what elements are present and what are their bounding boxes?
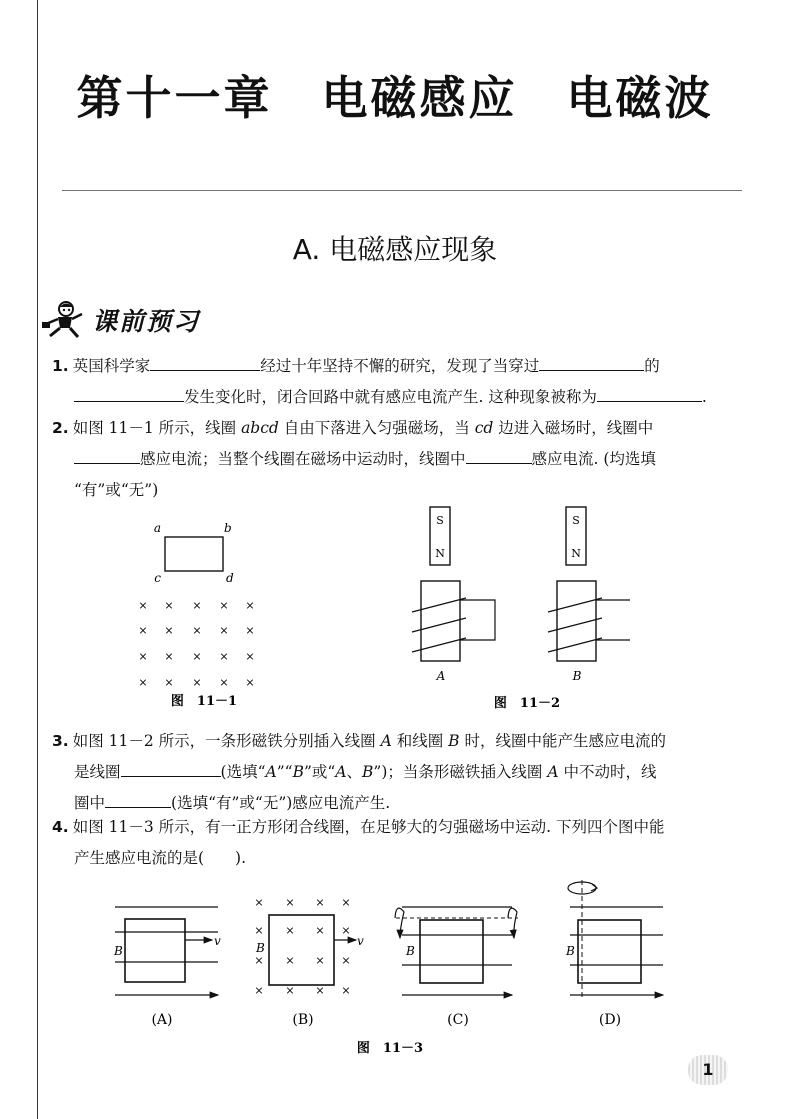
- q-text: 圈中: [74, 794, 106, 812]
- q-var: A: [335, 763, 347, 781]
- q-text: (选填“: [220, 763, 266, 781]
- question-number: 3.: [52, 732, 69, 750]
- field-cross: ×: [219, 676, 229, 689]
- q-text: 如图 11－2 所示，一条形磁铁分别插入线圈: [72, 732, 381, 750]
- q-text: 边进入磁场时，线圈中: [493, 419, 654, 437]
- field-cross: ×: [192, 624, 202, 637]
- coil-abcd: [165, 537, 223, 571]
- field-label: B: [406, 944, 415, 958]
- field-cross: ×: [341, 924, 351, 937]
- q-text: ”“: [276, 763, 293, 781]
- q-var: A: [265, 763, 277, 781]
- field-cross: ×: [315, 984, 325, 997]
- question-number: 2.: [52, 419, 69, 437]
- q-text: 感应电流；当整个线圈在磁场中运动时，线圈中: [140, 450, 466, 468]
- magnet-a-s-label: S: [436, 514, 444, 527]
- q-text: 经过十年坚持不懈的研究，发现了当穿过: [260, 357, 540, 375]
- coil-b-open-wire: [596, 600, 630, 640]
- velocity-label: v: [214, 934, 221, 948]
- field-cross: ×: [285, 954, 295, 967]
- option-d-label: (D): [598, 1012, 622, 1028]
- velocity-label: v: [357, 934, 364, 948]
- q-var: B: [292, 763, 304, 781]
- q-text: 和线圈: [391, 732, 449, 750]
- field-label: B: [256, 941, 265, 955]
- field-cross: ×: [341, 984, 351, 997]
- field-cross: ×: [315, 954, 325, 967]
- field-cross: ×: [192, 650, 202, 663]
- q-text: ”或“: [303, 763, 336, 781]
- field-cross: ×: [245, 650, 255, 663]
- q-text: 的: [644, 357, 660, 375]
- magnet-a-n-label: N: [435, 547, 445, 560]
- option-a-diagram: [113, 907, 221, 1028]
- corner-a-label: a: [153, 521, 161, 535]
- coil-a-label: A: [436, 669, 446, 683]
- q-var: cd: [474, 419, 494, 437]
- option-b-label: (B): [292, 1012, 314, 1028]
- option-b-diagram: [254, 896, 364, 1028]
- chapter-title: 第十一章 电磁感应 电磁波: [76, 71, 714, 125]
- question-number: 1.: [52, 357, 69, 375]
- q-var: A: [380, 732, 392, 750]
- field-cross: ×: [219, 624, 229, 637]
- field-cross: ×: [245, 624, 255, 637]
- field-cross: ×: [219, 599, 229, 612]
- figure-11-1-caption: 图 11－1: [170, 694, 238, 709]
- figure-11-3: [113, 880, 663, 1056]
- field-label: B: [114, 944, 123, 958]
- page-number: 1: [688, 1055, 728, 1085]
- field-cross: ×: [254, 896, 264, 909]
- q-text: (选填“有”或“无”)感应电流产生.: [171, 794, 391, 812]
- field-cross: ×: [285, 896, 295, 909]
- field-cross: ×: [164, 676, 174, 689]
- magnet-b-s-label: S: [572, 514, 580, 527]
- magnetic-field-crosses: [138, 599, 254, 689]
- figure-11-3-caption: 图 11－3: [356, 1041, 424, 1056]
- q-text: 如图 11－1 所示，线圈: [72, 419, 242, 437]
- q-var: B: [362, 763, 374, 781]
- figure-11-2-caption: 图 11－2: [493, 696, 561, 711]
- q-text: 如图 11－3 所示，有一正方形闭合线圈，在足够大的匀强磁场中运动. 下列四个图中能: [72, 818, 665, 836]
- field-cross: ×: [138, 676, 148, 689]
- corner-c-label: c: [154, 571, 161, 585]
- field-cross: ×: [254, 984, 264, 997]
- field-cross: ×: [254, 924, 264, 937]
- q-text: 感应电流. (均选填: [531, 450, 656, 468]
- field-cross: ×: [192, 676, 202, 689]
- q-var: A: [547, 763, 559, 781]
- field-cross: ×: [315, 896, 325, 909]
- q-var: abcd: [241, 419, 279, 437]
- field-cross: ×: [254, 954, 264, 967]
- q-text: .: [701, 388, 707, 406]
- field-cross: ×: [315, 924, 325, 937]
- q-var: B: [448, 732, 460, 750]
- field-cross: ×: [164, 599, 174, 612]
- option-c-label: (C): [447, 1012, 469, 1028]
- q-text: “有”或“无”): [74, 481, 159, 499]
- field-cross: ×: [341, 954, 351, 967]
- field-cross: ×: [341, 896, 351, 909]
- option-a-label: (A): [151, 1012, 173, 1028]
- field-cross: ×: [164, 624, 174, 637]
- figure-11-2: [412, 507, 630, 711]
- field-label: B: [566, 944, 575, 958]
- preview-label: 课前预习: [92, 307, 201, 336]
- magnet-b-n-label: N: [571, 547, 581, 560]
- q-text: 英国科学家: [72, 357, 151, 375]
- field-cross: ×: [245, 676, 255, 689]
- q-text: 是线圈: [74, 763, 121, 781]
- option-c-diagram: [395, 907, 518, 1028]
- q-text: 时，线圈中能产生感应电流的: [459, 732, 666, 750]
- q-text: 自由下落进入匀强磁场，当: [278, 419, 475, 437]
- option-d-diagram: [565, 880, 663, 1028]
- coil-b-label: B: [572, 669, 582, 683]
- corner-b-label: b: [224, 521, 232, 535]
- field-cross: ×: [245, 599, 255, 612]
- section-title: A. 电磁感应现象: [292, 233, 498, 266]
- q-text: 、: [346, 763, 363, 781]
- field-cross: ×: [164, 650, 174, 663]
- field-cross: ×: [285, 924, 295, 937]
- field-cross: ×: [138, 624, 148, 637]
- field-cross: ×: [192, 599, 202, 612]
- q-text: 中不动时，线: [558, 763, 657, 781]
- field-cross: ×: [138, 650, 148, 663]
- coil-a-closed-wire: [460, 600, 495, 640]
- q-text: 发生变化时，闭合回路中就有感应电流产生. 这种现象被称为: [184, 388, 597, 406]
- q-text: 产生感应电流的是( ).: [74, 849, 247, 867]
- field-cross: ×: [138, 599, 148, 612]
- field-cross: ×: [285, 984, 295, 997]
- field-cross: ×: [219, 650, 229, 663]
- figure-11-1: [138, 521, 254, 709]
- corner-d-label: d: [226, 571, 234, 585]
- question-number: 4.: [52, 818, 69, 836]
- q-text: ”)；当条形磁铁插入线圈: [373, 763, 548, 781]
